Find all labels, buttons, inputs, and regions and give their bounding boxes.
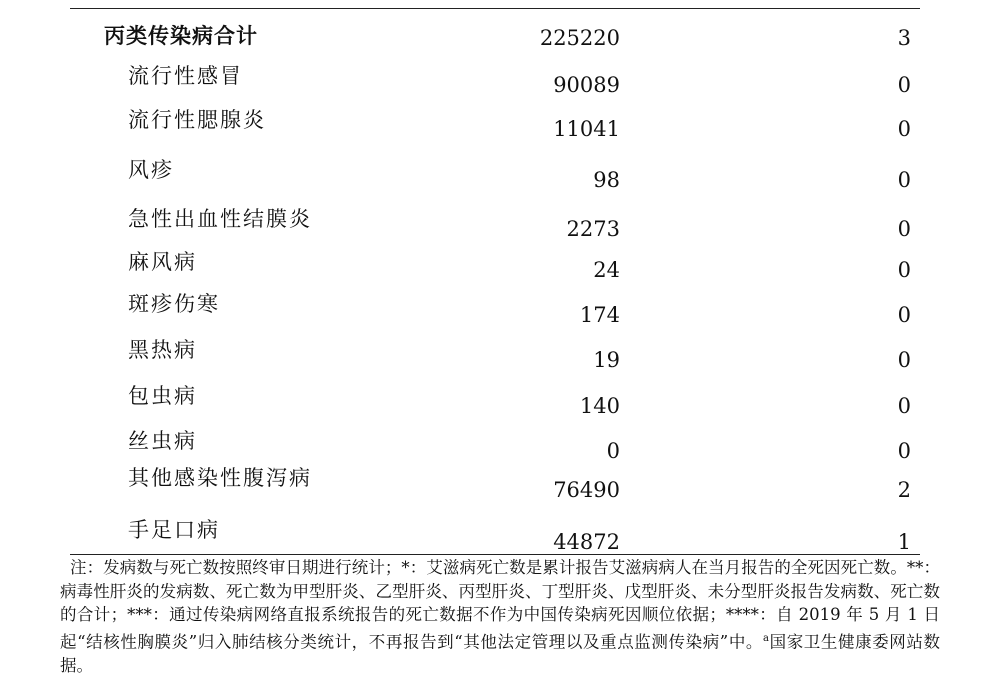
disease-name: 麻风病 (128, 250, 197, 274)
cases-count: 90089 (553, 73, 620, 97)
disease-name: 斑疹伤寒 (128, 292, 220, 316)
table-row (0, 514, 1000, 554)
deaths-count: 0 (897, 439, 911, 463)
table-row (0, 60, 1000, 97)
deaths-count: 0 (897, 117, 911, 141)
disease-name: 包虫病 (128, 384, 197, 408)
deaths-count: 0 (897, 168, 911, 192)
table-row (0, 154, 1000, 192)
deaths-count: 3 (897, 26, 911, 50)
disease-name: 其他感染性腹泻病 (128, 466, 312, 490)
cases-count: 76490 (553, 478, 620, 502)
disease-name: 流行性腮腺炎 (128, 108, 266, 132)
cases-count: 24 (593, 258, 620, 282)
cases-count: 11041 (553, 117, 620, 141)
table-row (0, 462, 1000, 502)
cases-count: 174 (579, 303, 620, 327)
disease-name: 手足口病 (128, 518, 220, 542)
table-row (0, 334, 1000, 372)
deaths-count: 0 (897, 217, 911, 241)
cases-count: 140 (579, 394, 620, 418)
deaths-count: 0 (897, 348, 911, 372)
footnote-text: 注：发病数与死亡数按照终审日期进行统计；*：艾滋病死亡数是累计报告艾滋病病人在当月报告的全死因死亡数。**：病毒性肝炎的发病数、死亡数为甲型肝炎、乙型肝炎、丙型肝炎、丁型肝炎、戊型肝炎、未分型肝炎报告发病数、死亡数的合计；***：通过传染病网络直报系统报告的死亡数据不作为中国传染病死因顺位依据；****：自 2019 年 5 月 1 日起“结核性胸膜炎”归入肺结核分类统计，不再报告到“其他法定管理以及重点监测传染病”中。 (60, 558, 940, 651)
deaths-count: 0 (897, 394, 911, 418)
cases-count: 19 (593, 348, 620, 372)
table-row (0, 246, 1000, 282)
deaths-count: 0 (897, 73, 911, 97)
disease-name: 急性出血性结膜炎 (128, 207, 312, 231)
footnote-source: 国家卫生健康委网站数据。 (60, 632, 940, 675)
disease-name: 丙类传染病合计 (104, 23, 258, 48)
table-row (0, 288, 1000, 327)
cases-count: 225220 (539, 26, 620, 50)
footnote-superscript: a (763, 632, 769, 644)
disease-name: 风疹 (128, 158, 174, 182)
deaths-count: 2 (897, 478, 911, 502)
disease-name: 丝虫病 (128, 429, 197, 453)
table-row (0, 425, 1000, 463)
table-row (0, 104, 1000, 141)
disease-name: 黑热病 (128, 338, 197, 362)
table-row (0, 203, 1000, 241)
cases-count: 44872 (553, 530, 620, 554)
deaths-count: 0 (897, 303, 911, 327)
table-footnote (60, 556, 940, 677)
deaths-count: 0 (897, 258, 911, 282)
cases-count: 2273 (566, 217, 620, 241)
disease-name: 流行性感冒 (128, 64, 243, 88)
cases-count: 98 (593, 168, 620, 192)
table-row (0, 380, 1000, 418)
table-bottom-rule (70, 554, 920, 555)
table-top-rule (70, 8, 920, 9)
table-row-header (0, 20, 1000, 50)
deaths-count: 1 (897, 530, 911, 554)
cases-count: 0 (606, 439, 620, 463)
